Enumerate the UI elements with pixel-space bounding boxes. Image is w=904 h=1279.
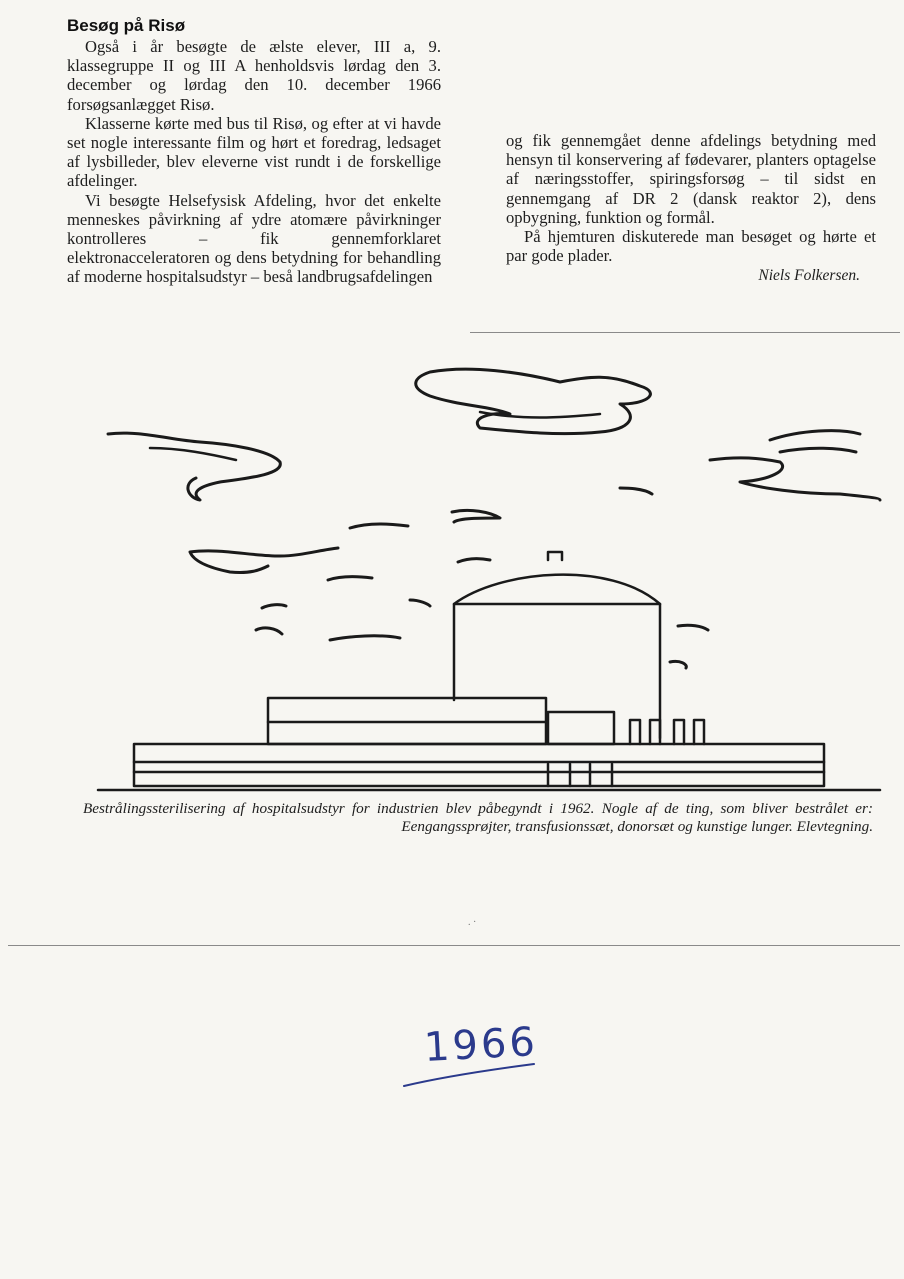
reactor-building (98, 552, 880, 790)
left-column (67, 37, 441, 287)
author-signature: Niels Folkersen. (758, 267, 860, 285)
handwritten-underline (398, 1056, 538, 1096)
reactor-drawing (0, 360, 904, 810)
figure-caption (83, 800, 873, 836)
paragraph-2: Klasserne kørte med bus til Risø, og efter at vi havde set nogle interessante film og hørt et foredrag, ledsaget af lysbilleder, blev eleverne vist rundt i de forskellige afdelinger. (67, 113, 441, 191)
handwritten-year: 1966 (422, 1019, 539, 1071)
paragraph-3: Vi besøgte Helsefysisk Afdeling, hvor det enkelte menneskes påvirkning af ydre atomære påvirkninger kontrolleres – fik gennemforklaret elektronacceleratoren og dens betydning for behandling af moderne hospitalsudstyr – beså landbrugsafdelingen (67, 190, 441, 287)
right-column (506, 131, 876, 286)
article-title: Besøg på Risø (67, 16, 186, 35)
caption-credit: Elevtegning. (796, 818, 873, 835)
divider-top (470, 332, 900, 333)
cloud-scribbles (108, 369, 880, 668)
caption-text: Bestrålingssterilisering af hospitalsudstyr for industrien blev påbegyndt i 1962. Nogle af de ting, som bliver bestrålet er: Eengangssprøjter, transfusionssæt, donorsæt og kunstige lunger. (83, 800, 873, 835)
paragraph-4: På hjemturen diskuterede man besøget og hørte et par gode plader. (506, 227, 876, 266)
paragraph-3-continued: og fik gennemgået denne afdelings betydning med hensyn til konservering af fødevarer, planters optagelse af næringsstoffer, spiringsforsøg – til sidst en gennemgang af DR 2 (dansk reaktor 2), dens opbygning, funktion og formål. (506, 131, 876, 227)
scan-mark: . · (468, 917, 477, 928)
paragraph-1: Også i år besøgte de ælste elever, III a, 9. klassegruppe II og III A henholdsvis lørdag den 3. december og lørdag den 10. december 1966 forsøgsanlægget Risø. (67, 37, 441, 114)
divider-bottom (8, 945, 900, 946)
